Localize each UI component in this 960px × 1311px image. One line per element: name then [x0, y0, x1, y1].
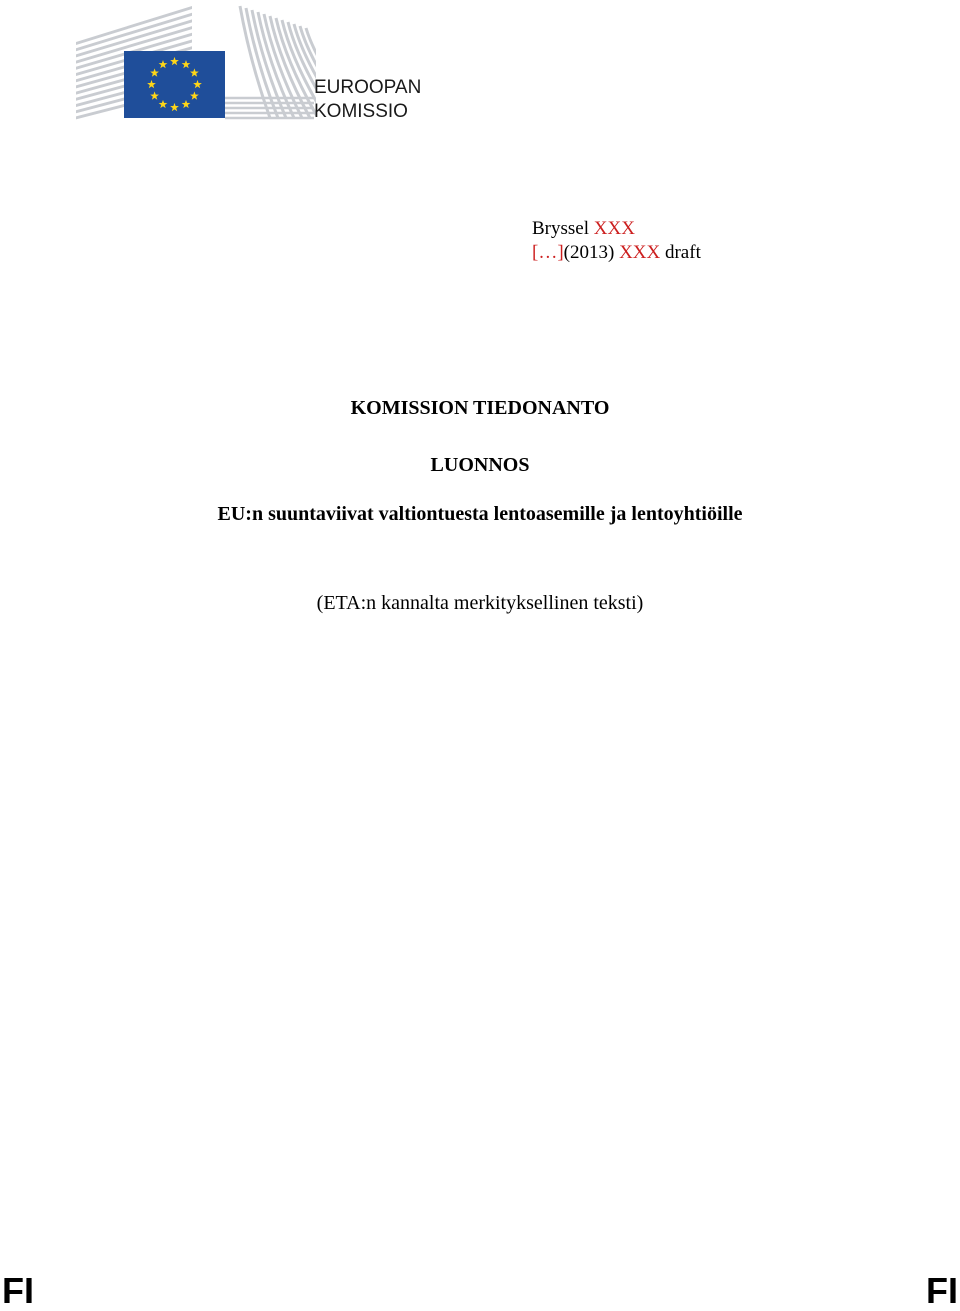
- reference-year: (2013): [563, 242, 615, 263]
- language-code-right: FI: [926, 1270, 958, 1311]
- reference-status: draft: [664, 242, 701, 263]
- org-name-line1: EUROOPAN: [314, 77, 422, 98]
- language-code-left: FI: [2, 1270, 34, 1311]
- reference-number-placeholder: XXX: [619, 242, 661, 263]
- org-name-line2: KOMISSIO: [314, 101, 408, 122]
- logo-graphic: [74, 2, 316, 122]
- document-type: KOMISSION TIEDONANTO: [350, 397, 610, 419]
- document-relevance-note: (ETA:n kannalta merkityksellinen teksti): [316, 592, 644, 614]
- reference-city-date: [532, 218, 635, 240]
- reference-city: Bryssel: [532, 218, 589, 239]
- document-status: LUONNOS: [430, 454, 530, 476]
- european-commission-logo: [74, 2, 316, 122]
- reference-bracket-placeholder: […]: [532, 242, 564, 263]
- reference-date-placeholder: XXX: [593, 218, 635, 239]
- reference-number: [532, 242, 701, 264]
- document-title: EU:n suuntaviivat valtiontuesta lentoasemille ja lentoyhtiöille: [217, 503, 743, 525]
